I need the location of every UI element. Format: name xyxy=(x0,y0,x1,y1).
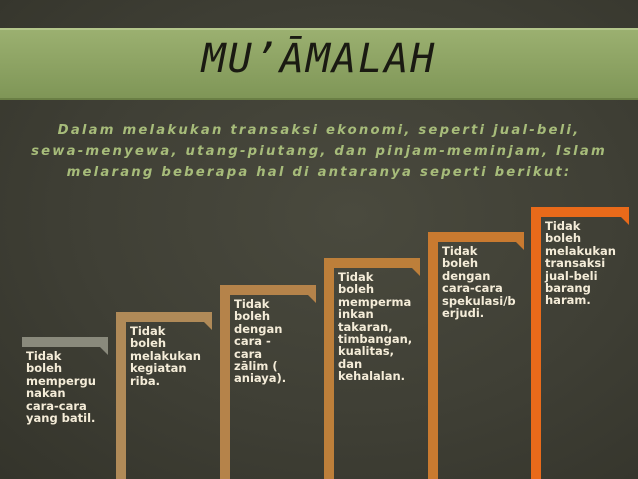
step-bar xyxy=(22,337,108,347)
step-bar xyxy=(438,232,524,242)
step-post xyxy=(428,232,438,479)
step-text: Tidak boleh melakukan transaksi jual-beli barang haram. xyxy=(545,219,616,308)
step-corner xyxy=(308,295,316,303)
intro-text: Dalam melakukan transaksi ekonomi, seperti jual-beli, sewa-menyewa, utang-piutang, dan pinjam-meminjam, Islam melarang beberapa hal di antaranya seperti berikut: xyxy=(31,123,607,180)
step-text: Tidak boleh melakukan kegiatan riba. xyxy=(130,324,201,388)
step-bar xyxy=(334,258,420,268)
step-bar xyxy=(126,312,212,322)
step-post xyxy=(531,207,541,479)
step-post xyxy=(324,258,334,479)
step-bar xyxy=(230,285,316,295)
step-text: Tidak boleh dengan cara - cara zālim ( aniaya). xyxy=(234,297,287,386)
step-post xyxy=(116,312,126,479)
step-text: Tidak boleh dengan cara-cara spekulasi/b erjudi. xyxy=(442,244,516,321)
step-corner xyxy=(100,347,108,355)
step-corner xyxy=(412,268,420,276)
step-text: Tidak boleh memperma inkan takaran, timbangan, kualitas, dan kehalalan. xyxy=(338,270,413,384)
step-corner xyxy=(516,242,524,250)
slide-title: MU’ĀMALAH xyxy=(201,36,437,82)
step-post xyxy=(220,285,230,479)
step-bar xyxy=(541,207,629,217)
step-text: Tidak boleh mempergu nakan cara-cara yang batil. xyxy=(26,349,96,426)
step-corner xyxy=(204,322,212,330)
step-corner xyxy=(621,217,629,225)
